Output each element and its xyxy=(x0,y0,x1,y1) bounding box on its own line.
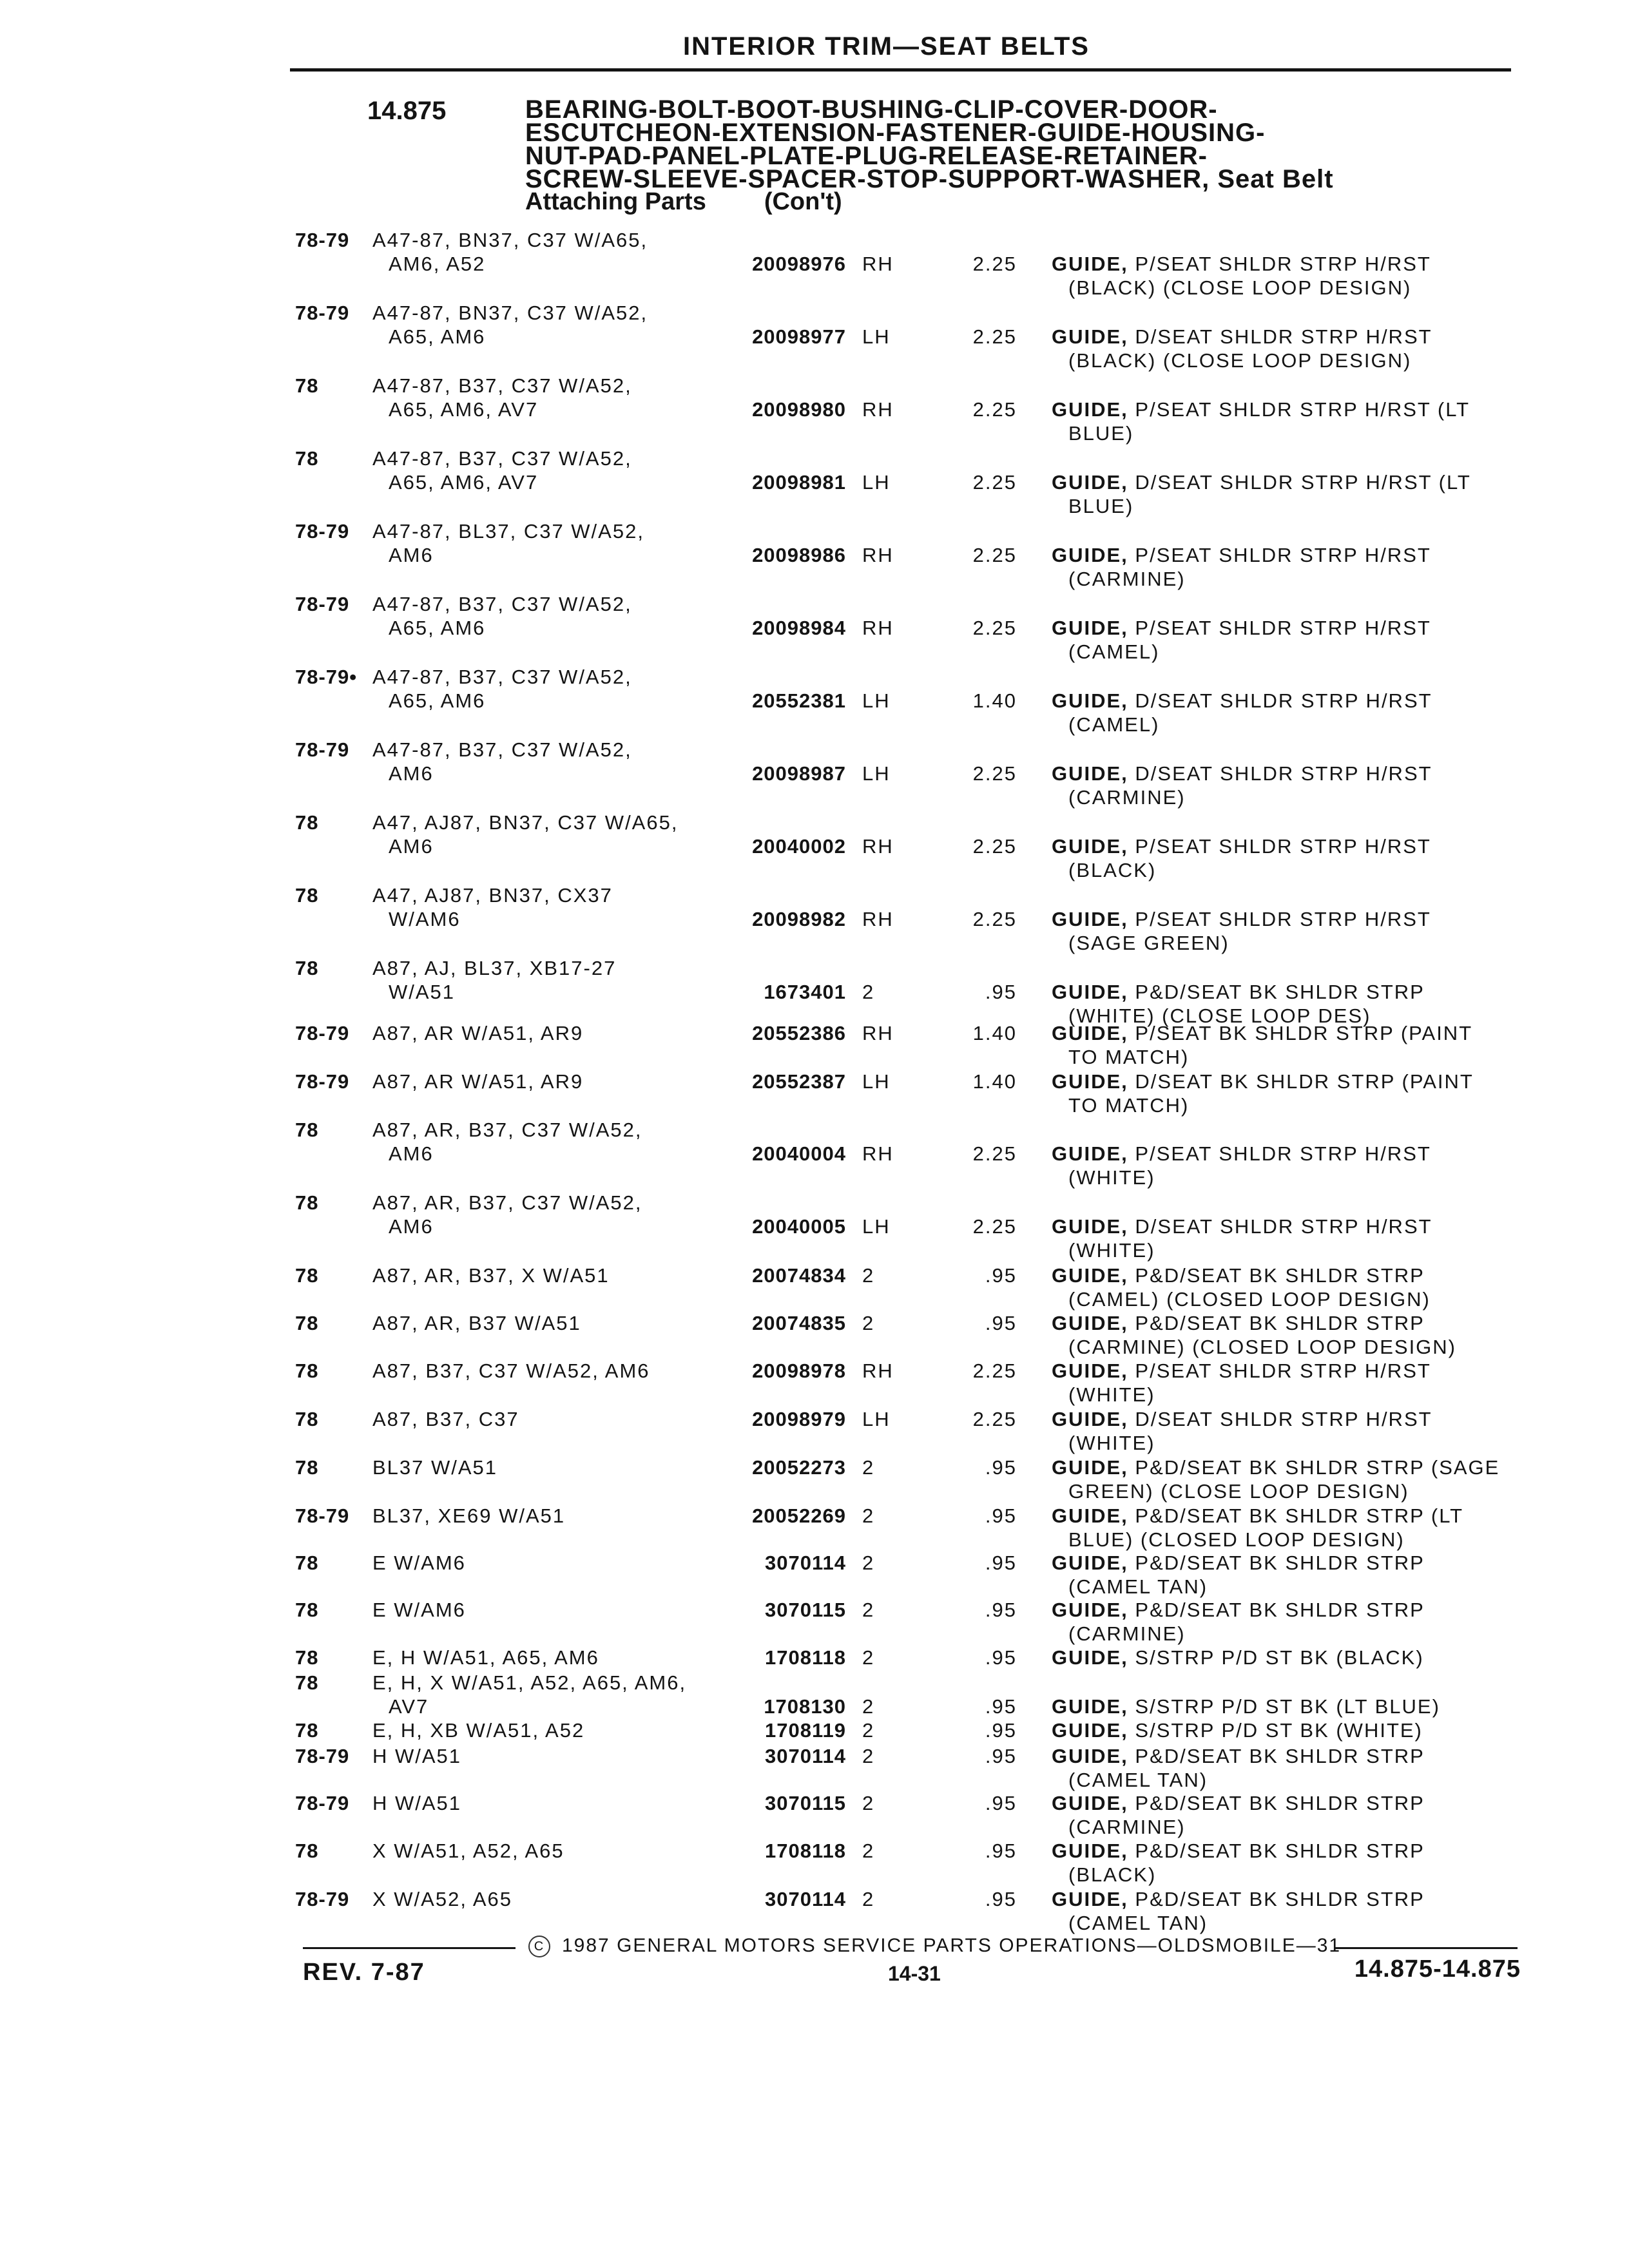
application: A87, AR W/A51, AR9 xyxy=(372,1070,584,1093)
part-name: GUIDE, xyxy=(1052,981,1128,1003)
description-text: P&D/SEAT BK SHLDR STRP xyxy=(1135,1599,1425,1621)
model-year: 78 xyxy=(295,1671,319,1694)
application: E, H, X W/A51, A52, A65, AM6, xyxy=(372,1671,687,1694)
description-cont: (CARMINE) xyxy=(1068,568,1186,590)
section-title: INTERIOR TRIM—SEAT BELTS xyxy=(683,32,1090,61)
part-name: GUIDE, xyxy=(1052,908,1128,930)
price: 2.25 xyxy=(972,1142,1017,1165)
part-number: 20052269 xyxy=(752,1504,846,1527)
description-text: P&D/SEAT BK SHLDR STRP (SAGE xyxy=(1135,1456,1500,1479)
description xyxy=(1052,1070,1474,1093)
model-year: 78-79 xyxy=(295,1504,350,1527)
price: .95 xyxy=(985,1312,1017,1334)
part-number: 20098979 xyxy=(752,1408,846,1430)
part-number: 20098982 xyxy=(752,908,846,930)
application: H W/A51 xyxy=(372,1745,462,1767)
description-text: D/SEAT SHLDR STRP H/RST (LT xyxy=(1135,471,1471,494)
copyright-text: 1987 GENERAL MOTORS SERVICE PARTS OPERATIONS—OLDSMOBILE—31 xyxy=(562,1935,1342,1956)
price: .95 xyxy=(985,981,1017,1003)
description-text: P/SEAT SHLDR STRP H/RST (LT xyxy=(1135,398,1470,421)
application: E, H W/A51, A65, AM6 xyxy=(372,1646,599,1669)
description xyxy=(1052,1599,1425,1622)
description-cont: (BLACK) xyxy=(1068,859,1157,881)
part-number: 20098984 xyxy=(752,617,846,639)
price: 1.40 xyxy=(972,1070,1017,1093)
footer-rule-right xyxy=(1334,1947,1518,1949)
quantity: 2 xyxy=(862,1792,875,1814)
description-text: P&D/SEAT BK SHLDR STRP xyxy=(1135,1745,1425,1767)
description-cont: (CAMEL) (CLOSED LOOP DESIGN) xyxy=(1068,1288,1431,1311)
model-year: 78 xyxy=(295,884,319,907)
description-text: P&D/SEAT BK SHLDR STRP xyxy=(1135,1552,1425,1574)
application-cont: AM6 xyxy=(389,835,434,858)
part-name: GUIDE, xyxy=(1052,1312,1128,1334)
part-number: 20098978 xyxy=(752,1360,846,1382)
quantity: 2 xyxy=(862,1719,875,1742)
heading-line-4: SCREW-SLEEVE-SPACER-STOP-SUPPORT-WASHER, Seat Belt xyxy=(525,165,1334,193)
description-text: S/STRP P/D ST BK (BLACK) xyxy=(1135,1646,1424,1669)
application: E, H, XB W/A51, A52 xyxy=(372,1719,585,1742)
part-number: 20052273 xyxy=(752,1456,846,1479)
price: .95 xyxy=(985,1599,1017,1621)
quantity: 2 xyxy=(862,1456,875,1479)
application: A87, B37, C37 xyxy=(372,1408,519,1430)
page-number: 14-31 xyxy=(888,1962,941,1985)
price: .95 xyxy=(985,1504,1017,1527)
part-number: 20040005 xyxy=(752,1215,846,1238)
part-number: 3070114 xyxy=(765,1888,846,1910)
part-name: GUIDE, xyxy=(1052,253,1128,275)
part-number: 3070115 xyxy=(765,1599,846,1621)
description-cont: (CAMEL TAN) xyxy=(1068,1769,1208,1791)
description-text: P&D/SEAT BK SHLDR STRP xyxy=(1135,1840,1425,1862)
description-text: D/SEAT SHLDR STRP H/RST xyxy=(1135,689,1432,712)
price: 2.25 xyxy=(972,617,1017,639)
application: A47-87, BN37, C37 W/A65, xyxy=(372,229,648,251)
application: A87, AJ, BL37, XB17-27 xyxy=(372,957,617,979)
price: 2.25 xyxy=(972,762,1017,785)
part-number: 20098986 xyxy=(752,544,846,566)
application: BL37 W/A51 xyxy=(372,1456,498,1479)
heading-line-2: ESCUTCHEON-EXTENSION-FASTENER-GUIDE-HOUSING- xyxy=(525,119,1266,147)
model-year: 78-79 xyxy=(295,1070,350,1093)
description-cont: (CAMEL) xyxy=(1068,640,1160,663)
application-cont: AM6 xyxy=(389,762,434,785)
quantity: LH xyxy=(862,1215,891,1238)
copyright-icon: C xyxy=(528,1936,550,1957)
model-year: 78 xyxy=(295,1191,319,1214)
description xyxy=(1052,1142,1431,1166)
revision-label: REV. 7-87 xyxy=(303,1959,425,1986)
part-name: GUIDE, xyxy=(1052,544,1128,566)
part-name: GUIDE, xyxy=(1052,1142,1128,1165)
application-cont: AV7 xyxy=(389,1695,429,1718)
description xyxy=(1052,398,1470,421)
model-year: 78 xyxy=(295,1552,319,1574)
quantity: 2 xyxy=(862,1646,875,1669)
description-cont: (WHITE) xyxy=(1068,1166,1155,1189)
application-cont: A65, AM6 xyxy=(389,689,486,712)
part-name: GUIDE, xyxy=(1052,1695,1128,1718)
part-name: GUIDE, xyxy=(1052,1360,1128,1382)
header-rule xyxy=(290,68,1511,72)
quantity: 2 xyxy=(862,1264,875,1287)
part-name: GUIDE, xyxy=(1052,1022,1128,1044)
part-name: GUIDE, xyxy=(1052,471,1128,494)
description-cont: (CAMEL) xyxy=(1068,713,1160,736)
description-cont: TO MATCH) xyxy=(1068,1094,1190,1117)
description-text: P&D/SEAT BK SHLDR STRP xyxy=(1135,981,1425,1003)
quantity: 2 xyxy=(862,1504,875,1527)
application: A47-87, B37, C37 W/A52, xyxy=(372,593,632,615)
application: A47-87, B37, C37 W/A52, xyxy=(372,738,632,761)
part-name: GUIDE, xyxy=(1052,1070,1128,1093)
part-number: 20040002 xyxy=(752,835,846,858)
quantity: RH xyxy=(862,398,894,421)
description-cont: (WHITE) xyxy=(1068,1432,1155,1454)
description-text: D/SEAT SHLDR STRP H/RST xyxy=(1135,762,1432,785)
model-year: 78 xyxy=(295,1456,319,1479)
application: A87, AR, B37, C37 W/A52, xyxy=(372,1191,642,1214)
price: .95 xyxy=(985,1840,1017,1862)
application: A87, AR, B37, C37 W/A52, xyxy=(372,1119,642,1141)
quantity: 2 xyxy=(862,1745,875,1767)
model-year: 78-79 xyxy=(295,1792,350,1814)
part-number: 1708118 xyxy=(765,1646,846,1669)
application: A47-87, B37, C37 W/A52, xyxy=(372,666,632,688)
description xyxy=(1052,1840,1425,1863)
model-year: 78 xyxy=(295,1840,319,1862)
part-number: 20552387 xyxy=(752,1070,846,1093)
part-name: GUIDE, xyxy=(1052,1646,1128,1669)
description xyxy=(1052,1695,1440,1718)
part-number: 20074835 xyxy=(752,1312,846,1334)
description-text: S/STRP P/D ST BK (WHITE) xyxy=(1135,1719,1423,1742)
description-text: P/SEAT SHLDR STRP H/RST xyxy=(1135,835,1431,858)
part-name: GUIDE, xyxy=(1052,1745,1128,1767)
application: A87, AR, B37 W/A51 xyxy=(372,1312,581,1334)
description xyxy=(1052,1022,1472,1045)
model-year: 78 xyxy=(295,447,319,470)
price: .95 xyxy=(985,1888,1017,1910)
part-number: 3070115 xyxy=(765,1792,846,1814)
application-cont: AM6 xyxy=(389,544,434,566)
description-cont: (CAMEL TAN) xyxy=(1068,1912,1208,1934)
quantity: 2 xyxy=(862,1695,875,1718)
application: A47, AJ87, BN37, CX37 xyxy=(372,884,613,907)
application: A47-87, B37, C37 W/A52, xyxy=(372,374,632,397)
application: A87, AR W/A51, AR9 xyxy=(372,1022,584,1044)
description-text: P/SEAT SHLDR STRP H/RST xyxy=(1135,617,1431,639)
part-name: GUIDE, xyxy=(1052,1408,1128,1430)
description-text: D/SEAT SHLDR STRP H/RST xyxy=(1135,1215,1432,1238)
description xyxy=(1052,981,1425,1004)
description-text: D/SEAT BK SHLDR STRP (PAINT xyxy=(1135,1070,1474,1093)
description-cont: (BLACK) xyxy=(1068,1863,1157,1886)
model-year: 78 xyxy=(295,1360,319,1382)
model-year: 78-79 xyxy=(295,229,350,251)
part-name: GUIDE, xyxy=(1052,1552,1128,1574)
part-number: 1673401 xyxy=(764,981,846,1003)
quantity: 2 xyxy=(862,1599,875,1621)
price: 2.25 xyxy=(972,544,1017,566)
model-year: 78-79 xyxy=(295,1888,350,1910)
description-cont: GREEN) (CLOSE LOOP DESIGN) xyxy=(1068,1480,1409,1503)
application: X W/A52, A65 xyxy=(372,1888,512,1910)
quantity: RH xyxy=(862,544,894,566)
sub-heading-continued: (Con't) xyxy=(764,188,842,215)
application: A87, AR, B37, X W/A51 xyxy=(372,1264,610,1287)
part-name: GUIDE, xyxy=(1052,1456,1128,1479)
part-name: GUIDE, xyxy=(1052,1840,1128,1862)
price: 2.25 xyxy=(972,471,1017,494)
price: 2.25 xyxy=(972,325,1017,348)
quantity: LH xyxy=(862,762,891,785)
quantity: 2 xyxy=(862,1312,875,1334)
description-cont: (CARMINE) (CLOSED LOOP DESIGN) xyxy=(1068,1336,1457,1358)
application: BL37, XE69 W/A51 xyxy=(372,1504,566,1527)
description xyxy=(1052,762,1432,785)
application: E W/AM6 xyxy=(372,1599,466,1621)
description-text: P&D/SEAT BK SHLDR STRP xyxy=(1135,1312,1425,1334)
application-cont: W/AM6 xyxy=(389,908,461,930)
description xyxy=(1052,1360,1431,1383)
application-cont: AM6 xyxy=(389,1142,434,1165)
description-cont: BLUE) xyxy=(1068,422,1134,445)
part-name: GUIDE, xyxy=(1052,1888,1128,1910)
application-cont: A65, AM6 xyxy=(389,325,486,348)
description xyxy=(1052,1408,1432,1431)
description-text: P/SEAT SHLDR STRP H/RST xyxy=(1135,544,1431,566)
description xyxy=(1052,1456,1499,1479)
description-text: P&D/SEAT BK SHLDR STRP xyxy=(1135,1264,1425,1287)
description-text: P/SEAT BK SHLDR STRP (PAINT xyxy=(1135,1022,1473,1044)
price: .95 xyxy=(985,1792,1017,1814)
description-text: P&D/SEAT BK SHLDR STRP (LT xyxy=(1135,1504,1464,1527)
application: A47-87, BL37, C37 W/A52, xyxy=(372,520,644,543)
description xyxy=(1052,471,1471,494)
price: .95 xyxy=(985,1745,1017,1767)
description xyxy=(1052,253,1431,276)
part-name: GUIDE, xyxy=(1052,1719,1128,1742)
description-cont: (CARMINE) xyxy=(1068,1622,1186,1645)
description xyxy=(1052,908,1431,931)
model-year: 78 xyxy=(295,374,319,397)
application: A47, AJ87, BN37, C37 W/A65, xyxy=(372,811,679,834)
description xyxy=(1052,1646,1424,1669)
model-year: 78-79 xyxy=(295,302,350,324)
application: A87, B37, C37 W/A52, AM6 xyxy=(372,1360,650,1382)
description xyxy=(1052,1264,1425,1287)
footer-rule-left xyxy=(303,1947,516,1949)
description-cont: (BLACK) (CLOSE LOOP DESIGN) xyxy=(1068,276,1412,299)
description-cont: (SAGE GREEN) xyxy=(1068,932,1229,954)
description-text: S/STRP P/D ST BK (LT BLUE) xyxy=(1135,1695,1440,1718)
quantity: RH xyxy=(862,1022,894,1044)
model-year: 78 xyxy=(295,1719,319,1742)
section-number: 14.875 xyxy=(367,97,447,125)
part-number: 3070114 xyxy=(765,1745,846,1767)
part-number: 20098976 xyxy=(752,253,846,275)
model-year: 78-79 xyxy=(295,738,350,761)
part-number: 20098977 xyxy=(752,325,846,348)
description xyxy=(1052,835,1431,858)
part-name: GUIDE, xyxy=(1052,689,1128,712)
description-text: P/SEAT SHLDR STRP H/RST xyxy=(1135,1142,1431,1165)
model-year: 78 xyxy=(295,1264,319,1287)
part-number: 20098980 xyxy=(752,398,846,421)
price: 1.40 xyxy=(972,1022,1017,1044)
section-range: 14.875-14.875 xyxy=(1354,1956,1521,1983)
description-text: D/SEAT SHLDR STRP H/RST xyxy=(1135,1408,1432,1430)
quantity: 2 xyxy=(862,981,875,1003)
application: A47-87, B37, C37 W/A52, xyxy=(372,447,632,470)
quantity: 2 xyxy=(862,1888,875,1910)
part-name: GUIDE, xyxy=(1052,1264,1128,1287)
part-name: GUIDE, xyxy=(1052,398,1128,421)
application: A47-87, BN37, C37 W/A52, xyxy=(372,302,648,324)
quantity: LH xyxy=(862,471,891,494)
part-name: GUIDE, xyxy=(1052,617,1128,639)
part-number: 20074834 xyxy=(752,1264,846,1287)
description xyxy=(1052,1888,1425,1911)
quantity: LH xyxy=(862,1408,891,1430)
quantity: 2 xyxy=(862,1840,875,1862)
description-text: P/SEAT SHLDR STRP H/RST xyxy=(1135,908,1431,930)
description-cont: (CAMEL TAN) xyxy=(1068,1575,1208,1598)
quantity: LH xyxy=(862,325,891,348)
description xyxy=(1052,1745,1425,1768)
application: E W/AM6 xyxy=(372,1552,466,1574)
model-year: 78-79• xyxy=(295,666,358,688)
part-number: 20552381 xyxy=(752,689,846,712)
price: 2.25 xyxy=(972,835,1017,858)
description-text: D/SEAT SHLDR STRP H/RST xyxy=(1135,325,1432,348)
price: .95 xyxy=(985,1646,1017,1669)
price: 2.25 xyxy=(972,253,1017,275)
description xyxy=(1052,1215,1432,1238)
part-name: GUIDE, xyxy=(1052,762,1128,785)
description xyxy=(1052,325,1432,349)
sub-heading-label: Attaching Parts xyxy=(525,188,706,215)
description-text: P&D/SEAT BK SHLDR STRP xyxy=(1135,1792,1425,1814)
quantity: RH xyxy=(862,835,894,858)
model-year: 78 xyxy=(295,1119,319,1141)
application-cont: W/A51 xyxy=(389,981,456,1003)
model-year: 78 xyxy=(295,957,319,979)
description-cont: (WHITE) (CLOSE LOOP DES) xyxy=(1068,1004,1371,1027)
heading-line-3: NUT-PAD-PANEL-PLATE-PLUG-RELEASE-RETAINER- xyxy=(525,142,1208,170)
price: 2.25 xyxy=(972,908,1017,930)
description-cont: (WHITE) xyxy=(1068,1383,1155,1406)
description-text: P/SEAT SHLDR STRP H/RST xyxy=(1135,1360,1431,1382)
quantity: LH xyxy=(862,1070,891,1093)
description xyxy=(1052,544,1431,567)
description-cont: BLUE) (CLOSED LOOP DESIGN) xyxy=(1068,1528,1405,1551)
part-number: 20040004 xyxy=(752,1142,846,1165)
model-year: 78-79 xyxy=(295,593,350,615)
price: .95 xyxy=(985,1264,1017,1287)
description xyxy=(1052,1504,1463,1528)
application: H W/A51 xyxy=(372,1792,462,1814)
application: X W/A51, A52, A65 xyxy=(372,1840,564,1862)
model-year: 78-79 xyxy=(295,1022,350,1044)
application-cont: A65, AM6, AV7 xyxy=(389,398,539,421)
price: .95 xyxy=(985,1719,1017,1742)
part-number: 20098987 xyxy=(752,762,846,785)
description-cont: TO MATCH) xyxy=(1068,1046,1190,1068)
application-cont: A65, AM6 xyxy=(389,617,486,639)
quantity: RH xyxy=(862,617,894,639)
price: .95 xyxy=(985,1695,1017,1718)
quantity: RH xyxy=(862,1360,894,1382)
part-name: GUIDE, xyxy=(1052,835,1128,858)
price: 2.25 xyxy=(972,1360,1017,1382)
part-name: GUIDE, xyxy=(1052,325,1128,348)
application-cont: A65, AM6, AV7 xyxy=(389,471,539,494)
part-number: 1708119 xyxy=(765,1719,846,1742)
part-number: 20098981 xyxy=(752,471,846,494)
application-cont: AM6 xyxy=(389,1215,434,1238)
description-cont: (BLACK) (CLOSE LOOP DESIGN) xyxy=(1068,349,1412,372)
quantity: RH xyxy=(862,253,894,275)
description-cont: (CARMINE) xyxy=(1068,1816,1186,1838)
price: 1.40 xyxy=(972,689,1017,712)
model-year: 78-79 xyxy=(295,1745,350,1767)
description-text: P&D/SEAT BK SHLDR STRP xyxy=(1135,1888,1425,1910)
price: .95 xyxy=(985,1552,1017,1574)
part-number: 20552386 xyxy=(752,1022,846,1044)
description-cont: (CARMINE) xyxy=(1068,786,1186,809)
description xyxy=(1052,1312,1425,1335)
price: 2.25 xyxy=(972,1215,1017,1238)
model-year: 78 xyxy=(295,1646,319,1669)
description xyxy=(1052,689,1432,713)
part-number: 3070114 xyxy=(765,1552,846,1574)
sub-heading xyxy=(525,188,842,216)
part-name: GUIDE, xyxy=(1052,1504,1128,1527)
description-cont: (WHITE) xyxy=(1068,1239,1155,1262)
description xyxy=(1052,1719,1423,1742)
model-year: 78 xyxy=(295,1312,319,1334)
part-number: 1708118 xyxy=(765,1840,846,1862)
application-cont: AM6, A52 xyxy=(389,253,486,275)
description xyxy=(1052,1792,1425,1815)
part-name: GUIDE, xyxy=(1052,1792,1128,1814)
part-name: GUIDE, xyxy=(1052,1599,1128,1621)
price: 2.25 xyxy=(972,1408,1017,1430)
quantity: RH xyxy=(862,908,894,930)
quantity: 2 xyxy=(862,1552,875,1574)
model-year: 78 xyxy=(295,1408,319,1430)
part-name: GUIDE, xyxy=(1052,1215,1128,1238)
quantity: RH xyxy=(862,1142,894,1165)
heading-line-1: BEARING-BOLT-BOOT-BUSHING-CLIP-COVER-DOOR- xyxy=(525,95,1218,124)
model-year: 78 xyxy=(295,1599,319,1621)
quantity: LH xyxy=(862,689,891,712)
copyright-line xyxy=(528,1935,1341,1957)
description-cont: BLUE) xyxy=(1068,495,1134,517)
model-year: 78 xyxy=(295,811,319,834)
model-year: 78-79 xyxy=(295,520,350,543)
price: 2.25 xyxy=(972,398,1017,421)
description xyxy=(1052,617,1431,640)
price: .95 xyxy=(985,1456,1017,1479)
part-number: 1708130 xyxy=(764,1695,846,1718)
description-text: P/SEAT SHLDR STRP H/RST xyxy=(1135,253,1431,275)
description xyxy=(1052,1552,1425,1575)
